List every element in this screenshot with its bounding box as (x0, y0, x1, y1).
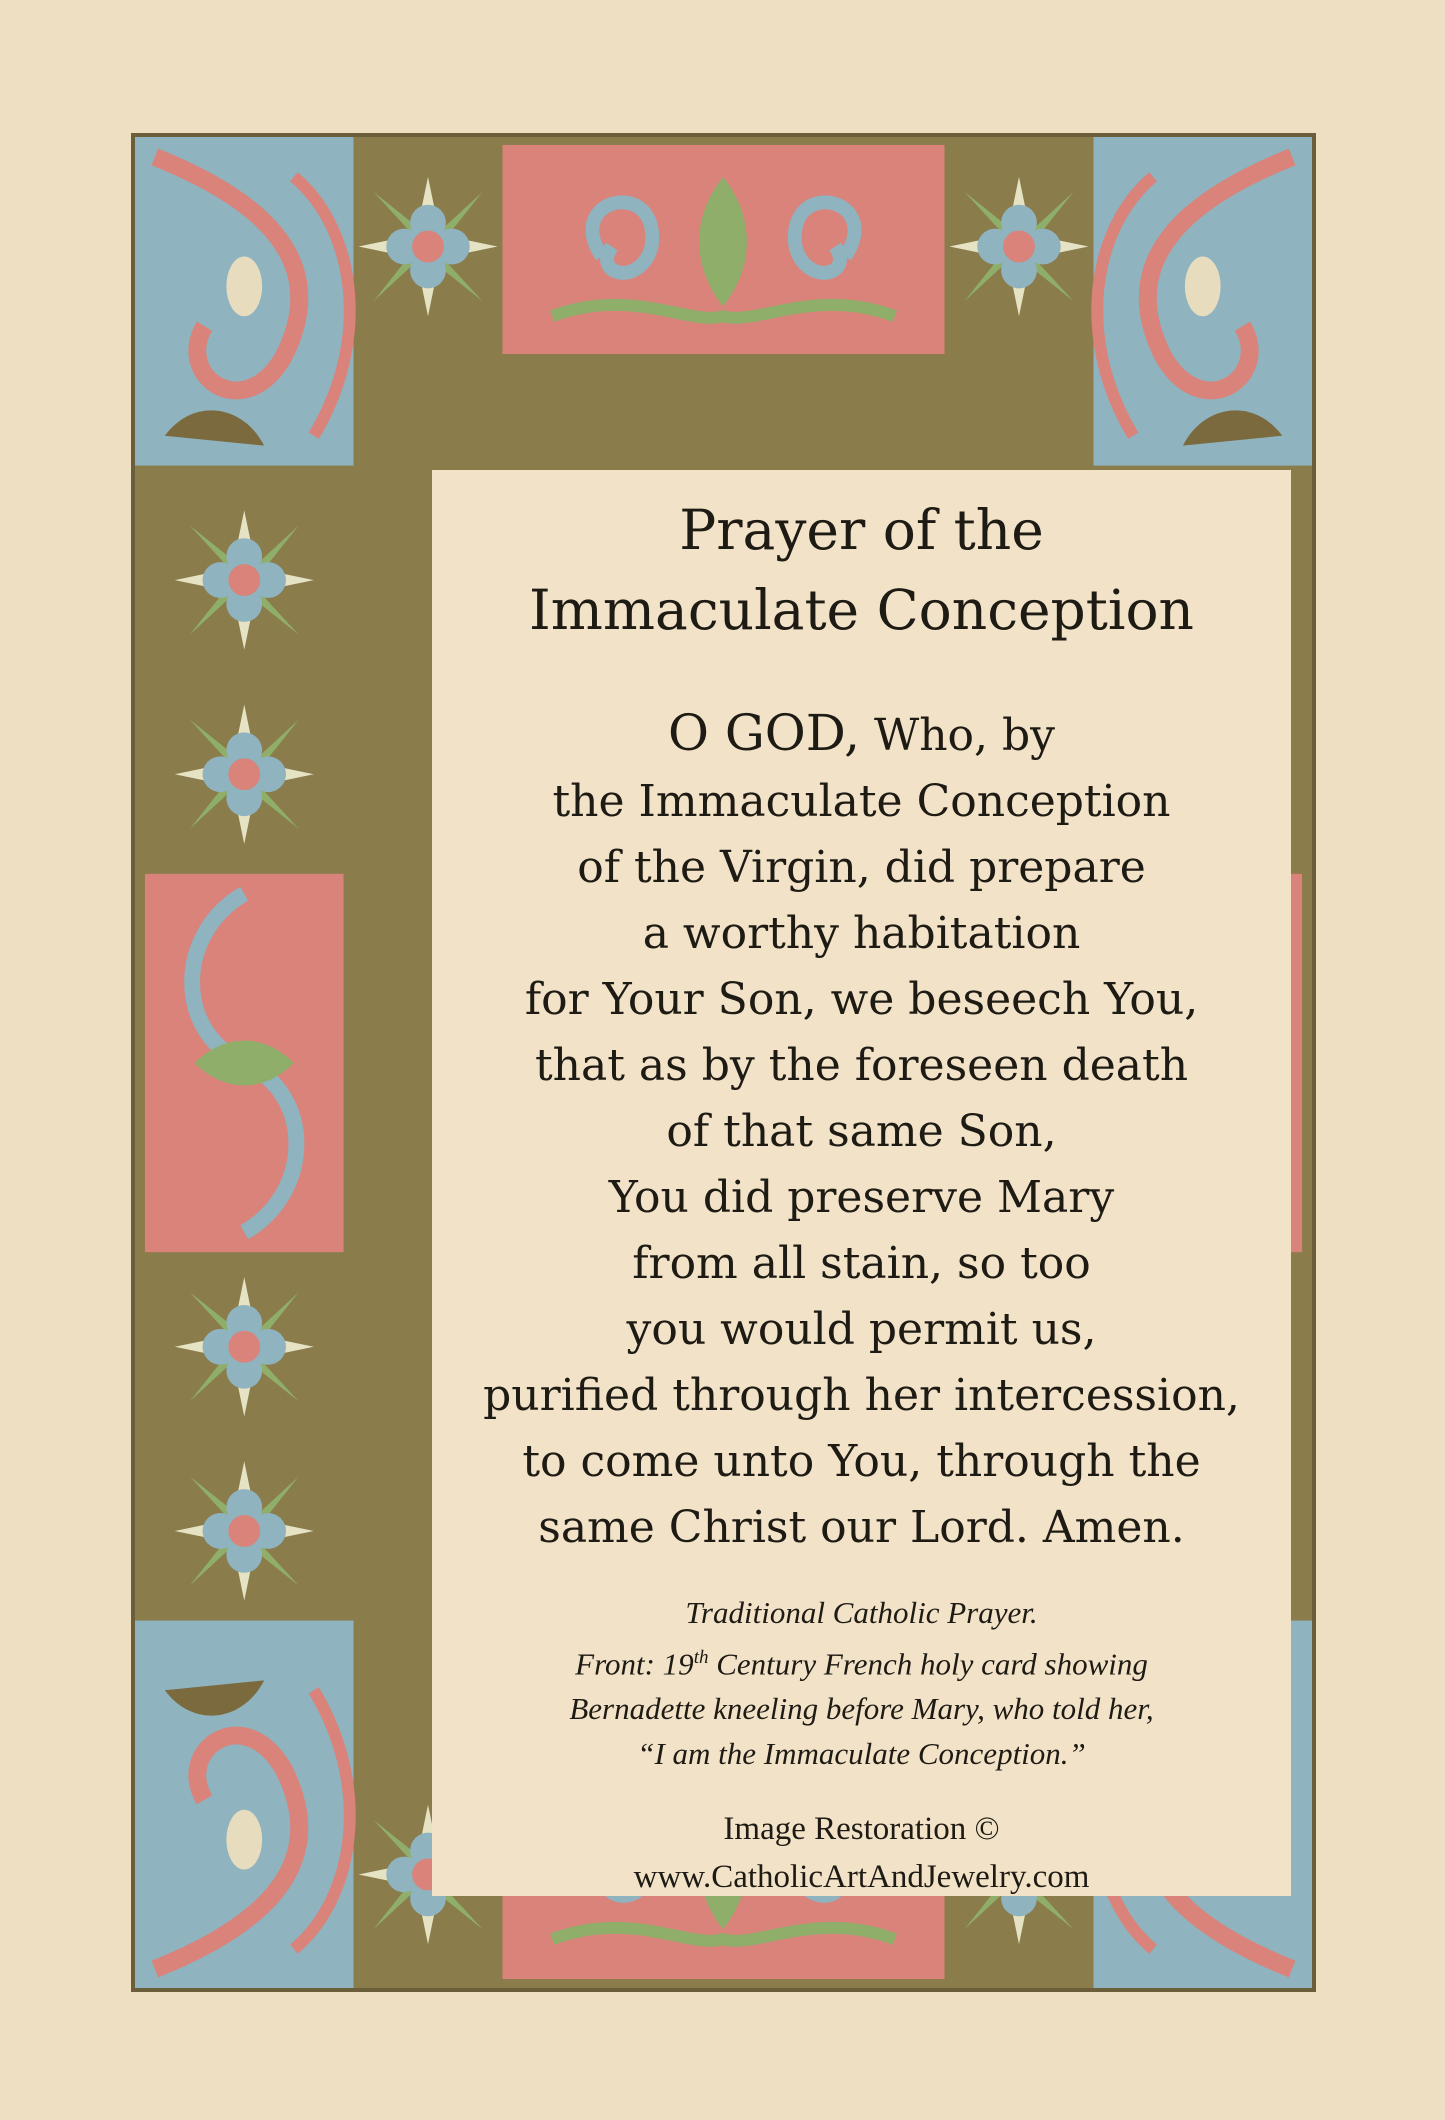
prayer-lead-caps: O GOD, (667, 704, 860, 762)
rosette-top-2 (949, 177, 1088, 316)
corner-ornament-bottom-left (135, 1621, 354, 1988)
decorative-border-frame (131, 133, 1316, 1992)
top-center-panel (503, 145, 945, 354)
note-line-3: Bernadette kneeling before Mary, who told her, (569, 1691, 1154, 1727)
rosette-left-1 (175, 510, 314, 649)
prayer-line: of the Virgin, did prepare (577, 842, 1146, 893)
left-middle-panel (145, 874, 344, 1252)
note-line-1: Traditional Catholic Prayer. (685, 1595, 1038, 1630)
prayer-text-panel (432, 470, 1291, 1896)
prayer-line: to come unto You, through the (522, 1436, 1201, 1487)
prayer-line: purified through her intercession, (483, 1370, 1240, 1421)
credit-website: www.CatholicArtAndJewelry.com (633, 1859, 1090, 1895)
corner-ornament-top-right (1093, 137, 1312, 466)
credit-line-1: Image Restoration © (723, 1811, 1000, 1847)
prayer-line: You did preserve Mary (608, 1172, 1115, 1223)
prayer-line-0 (432, 700, 1291, 769)
prayer-line: you would permit us, (626, 1304, 1097, 1355)
prayer-line: the Immaculate Conception (552, 776, 1171, 827)
image-credit (432, 1805, 1291, 1901)
rosette-left-2 (175, 705, 314, 844)
prayer-line: of that same Son, (666, 1106, 1057, 1157)
rosette-left-3 (175, 1277, 314, 1416)
prayer-line: same Christ our Lord. Amen. (538, 1502, 1185, 1553)
title-line-2: Immaculate Conception (529, 578, 1194, 642)
note-line-2-pre: Front: 19 (575, 1646, 694, 1682)
note-line-2-post: Century French holy card showing (708, 1646, 1148, 1682)
prayer-line: for Your Son, we beseech You, (524, 974, 1199, 1025)
corner-ornament-top-left (135, 137, 354, 466)
prayer-title (432, 490, 1291, 650)
prayer-line: that as by the foreseen death (534, 1040, 1189, 1091)
source-note (432, 1590, 1291, 1776)
prayer-lead-rest: Who, by (859, 710, 1056, 761)
note-line-2 (432, 1635, 1291, 1686)
title-line-1: Prayer of the (679, 498, 1044, 562)
note-line-2-sup: th (693, 1647, 709, 1668)
prayer-body (432, 700, 1291, 1561)
rosette-top-1 (358, 177, 497, 316)
prayer-line: from all stain, so too (632, 1238, 1091, 1289)
rosette-left-4 (175, 1461, 314, 1600)
prayer-line: a worthy habitation (642, 908, 1081, 959)
note-line-4: “I am the Immaculate Conception.” (637, 1736, 1086, 1772)
